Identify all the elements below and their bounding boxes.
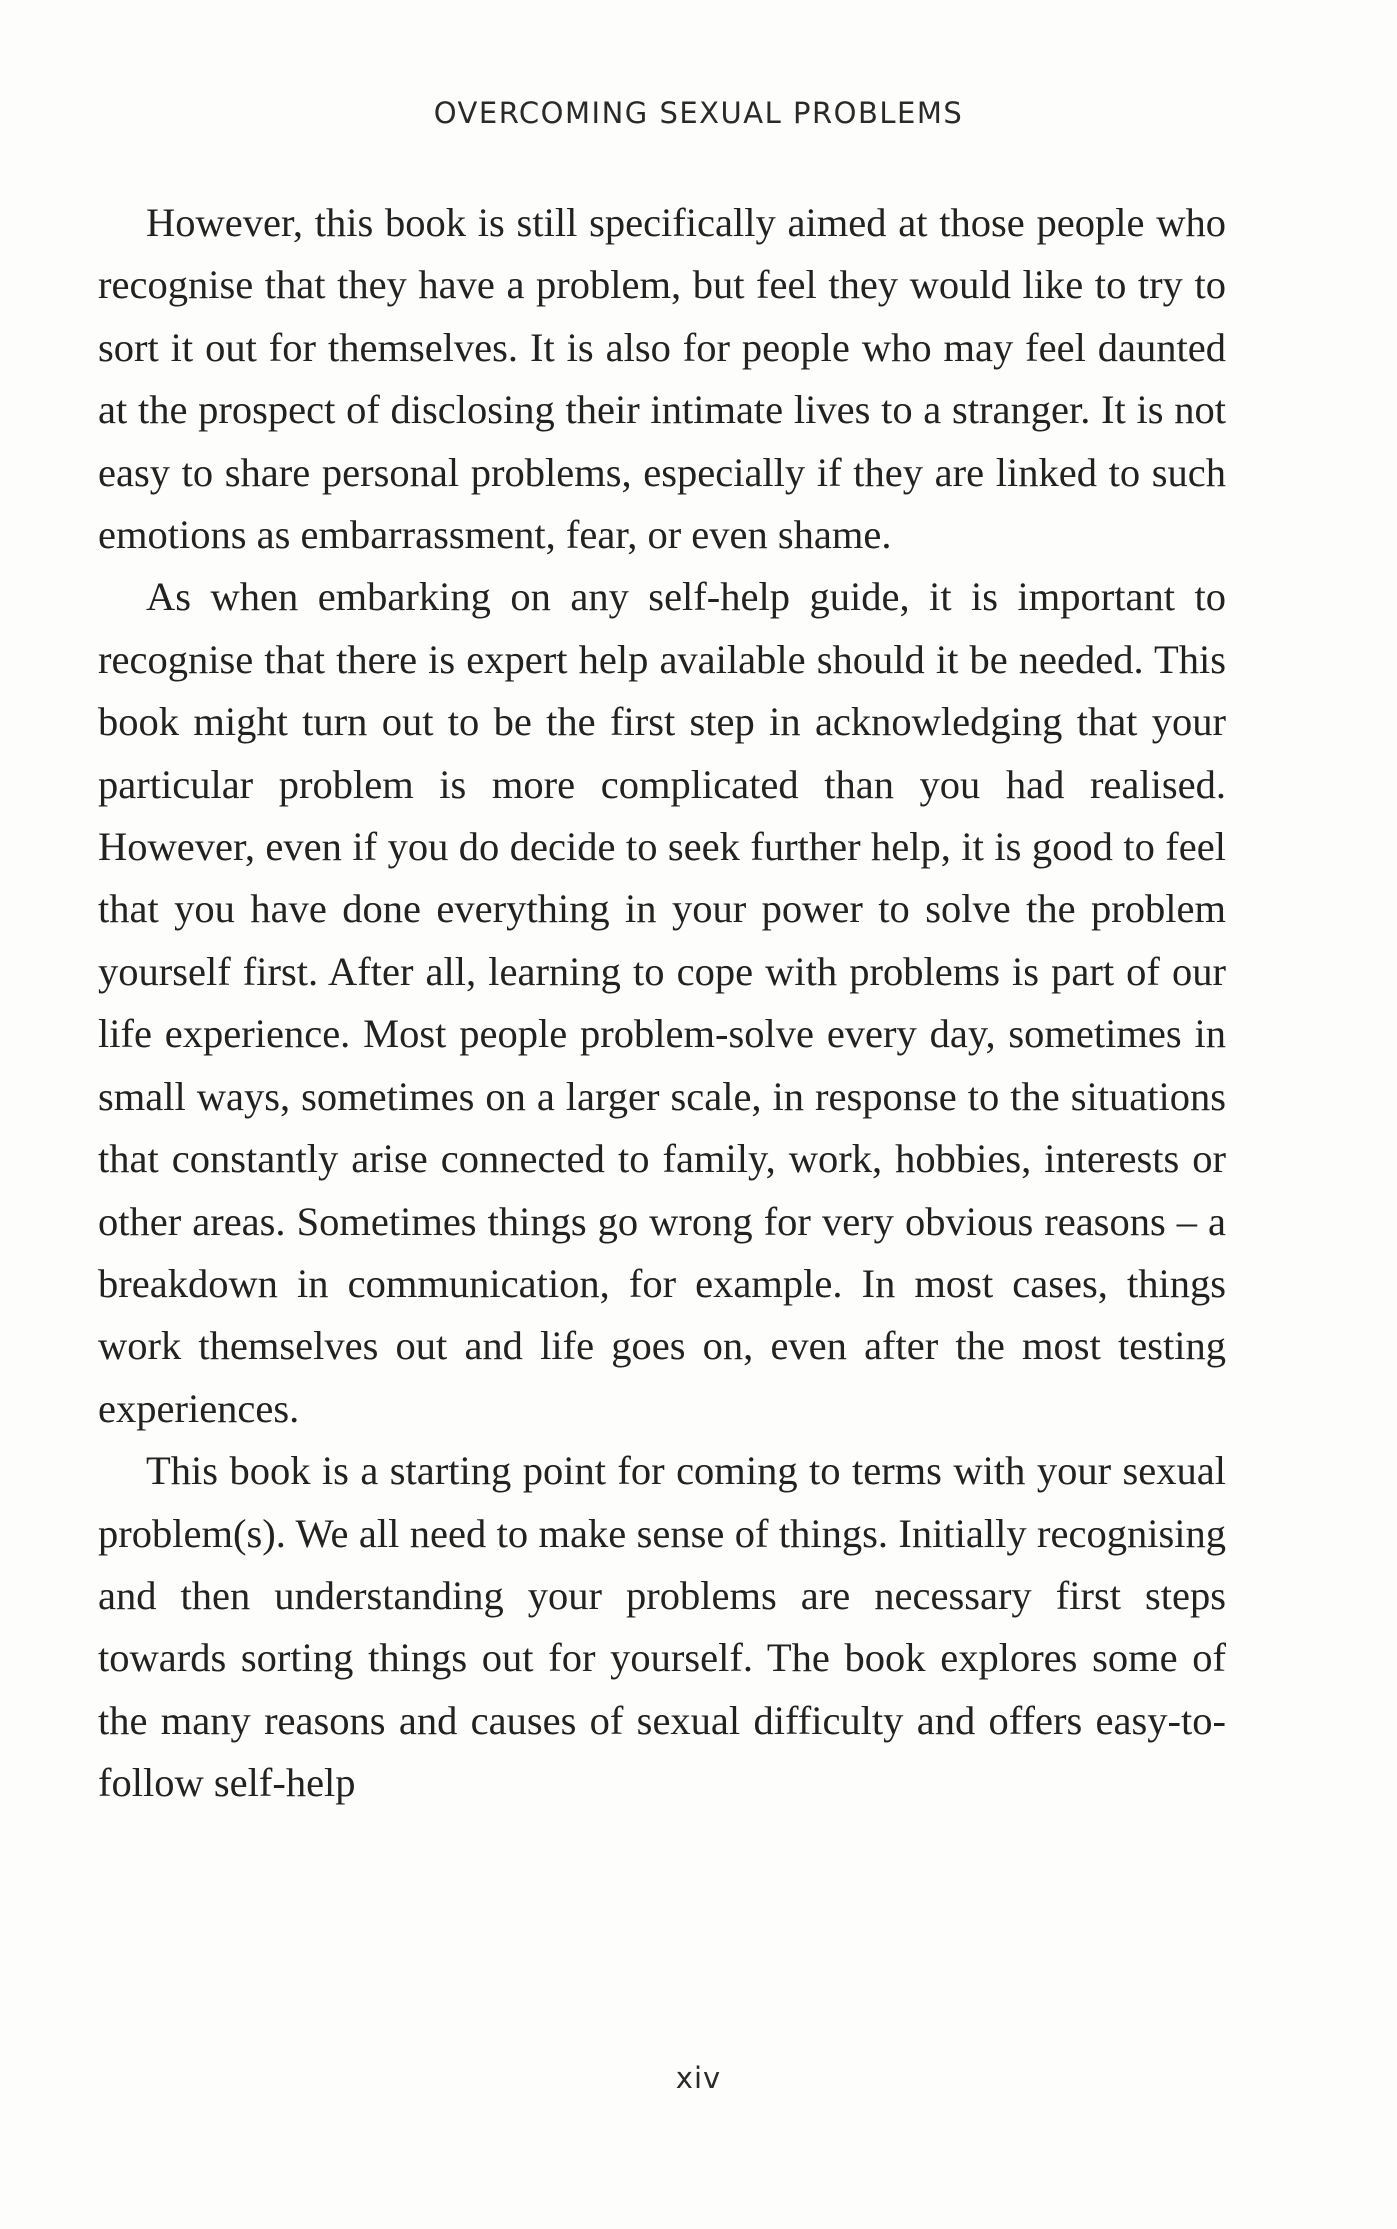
running-head: OVERCOMING SEXUAL PROBLEMS	[433, 96, 964, 130]
paragraph: However, this book is still specifically aimed at those people who recognise that they have a problem, but feel they would like to try to sort it out for themselves. It is also for people who may feel daunted at the prospect of disclosing their intimate lives to a stranger. It is not easy to share personal problems, especially if they are linked to such emotions as embarrassment, fear, or even shame.	[98, 200, 1226, 558]
page-number: xiv	[675, 2061, 722, 2095]
paragraph: This book is a starting point for coming to terms with your sexual problem(s). We all need to make sense of things. Initially recognising and then understanding your problems are necessary first steps towards sorting things out for yourself. The book explores some of the many reasons and causes of sexual difficulty and offers easy-to-follow self-help	[98, 1448, 1226, 1806]
body-text	[98, 192, 1226, 1815]
paragraph: As when embarking on any self-help guide, it is important to recognise that there is expert help available should it be needed. This book might turn out to be the first step in acknowledging that your particular problem is more complicated than you had realised. However, even if you do decide to seek further help, it is good to feel that you have done everything in your power to solve the problem yourself first. After all, learning to cope with problems is part of our life experience. Most people problem-solve every day, sometimes in small ways, sometimes on a larger scale, in response to the situations that constantly arise connected to family, work, hobbies, interests or other areas. Sometimes things go wrong for very obvious reasons – a breakdown in communication, for example. In most cases, things work themselves out and life goes on, even after the most testing experiences.	[98, 574, 1226, 1431]
